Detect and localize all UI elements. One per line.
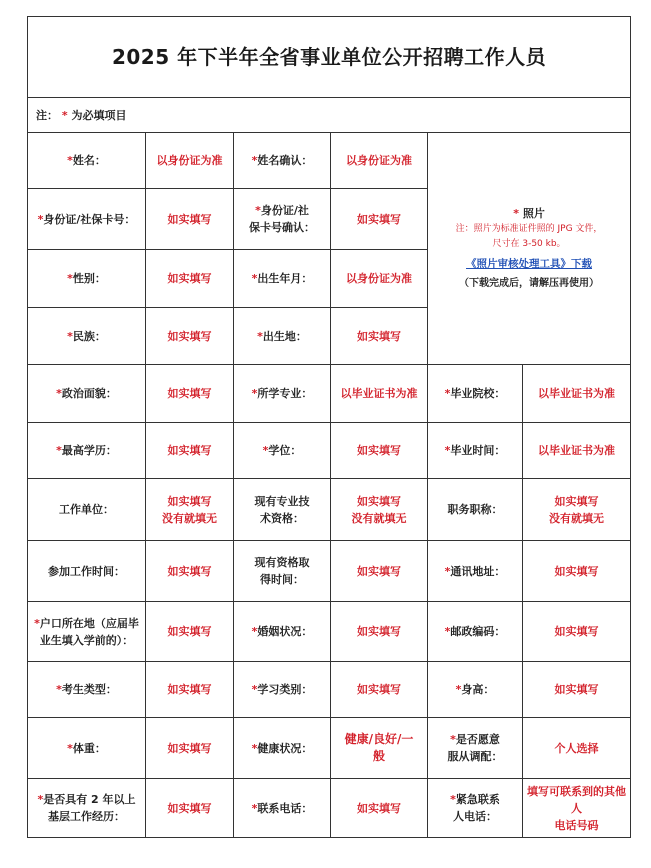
field-graduation-time[interactable]: 以毕业证书为准 <box>523 423 631 479</box>
star-mark: * <box>56 387 62 400</box>
label-qualification-time <box>234 541 331 602</box>
label-ethnicity <box>28 308 146 365</box>
label-text: 邮政编码： <box>450 625 506 638</box>
label-text: 毕业时间： <box>450 444 506 457</box>
label-degree <box>234 423 331 479</box>
label-text: 通讯地址： <box>450 564 506 578</box>
field-emergency-phone[interactable] <box>523 779 631 838</box>
label-text: 现有专业技 <box>254 494 310 508</box>
form-table <box>27 16 631 838</box>
label-political-status <box>28 365 146 423</box>
field-birthplace[interactable]: 如实填写 <box>331 308 428 365</box>
hint-line: 如实填写 <box>554 494 599 508</box>
field-employer[interactable] <box>146 479 234 541</box>
label-qualification <box>234 479 331 541</box>
hint-line: 没有就填无 <box>351 511 407 525</box>
label-text: 身高： <box>461 683 495 696</box>
star-mark: * <box>56 444 62 457</box>
label-candidate-type <box>28 662 146 718</box>
hint-line: 没有就填无 <box>162 511 217 525</box>
label-height <box>428 662 523 718</box>
label-name-confirm <box>234 133 331 189</box>
label-emergency-phone <box>428 779 523 838</box>
field-birth[interactable]: 以身份证为准 <box>331 250 428 308</box>
label-text: 人电话： <box>453 810 497 823</box>
star-mark: * <box>67 154 73 167</box>
label-health <box>234 718 331 779</box>
field-major[interactable]: 以毕业证书为准 <box>331 365 428 423</box>
label-text: 业生填入学前的）： <box>39 633 134 647</box>
field-health[interactable] <box>331 718 428 779</box>
label-text: 婚姻状况： <box>257 625 313 638</box>
star-mark: * <box>513 207 519 220</box>
label-weight <box>28 718 146 779</box>
field-grassroots-experience[interactable]: 如实填写 <box>146 779 234 838</box>
star-mark: * <box>444 625 451 638</box>
label-grassroots-experience <box>28 779 146 838</box>
field-accept-reassignment[interactable]: 个人选择 <box>523 718 631 779</box>
label-hukou <box>28 602 146 662</box>
note-prefix: 注： <box>36 108 58 122</box>
field-qualification-time[interactable]: 如实填写 <box>331 541 428 602</box>
star-mark: * <box>251 272 258 285</box>
field-name[interactable]: 以身份证为准 <box>146 133 234 189</box>
star-mark: * <box>67 329 73 343</box>
label-text: 身份证/社保卡号： <box>43 212 136 226</box>
label-study-type <box>234 662 331 718</box>
label-address <box>428 541 523 602</box>
label-text: 学位： <box>268 444 302 457</box>
required-star: * <box>61 108 68 122</box>
field-id-number[interactable]: 如实填写 <box>146 189 234 250</box>
label-school <box>428 365 523 423</box>
field-education[interactable]: 如实填写 <box>146 423 234 479</box>
label-text: 性别： <box>72 272 106 285</box>
label-text: 学习类别： <box>257 683 313 696</box>
field-address[interactable]: 如实填写 <box>523 541 631 602</box>
label-text: 保卡号确认： <box>249 221 315 234</box>
star-mark: * <box>251 683 258 696</box>
hint-line: 填写可联系到的其他人 <box>527 784 627 815</box>
label-text: 所学专业： <box>257 387 313 400</box>
field-qualification[interactable] <box>331 479 428 541</box>
registration-form <box>27 16 630 834</box>
label-phone <box>234 779 331 838</box>
field-study-type[interactable]: 如实填写 <box>331 662 428 718</box>
field-postcode[interactable]: 如实填写 <box>523 602 631 662</box>
star-mark: * <box>444 444 451 457</box>
label-gender <box>28 250 146 308</box>
photo-tool-tip: （下载完成后，请解压再使用） <box>459 278 600 289</box>
label-text: 政治面貌： <box>61 387 117 400</box>
star-mark: * <box>251 154 258 167</box>
hint-line: 如实填写 <box>357 494 401 508</box>
form-title: 2025 年下半年全省事业单位公开招聘工作人员 <box>28 17 631 98</box>
label-text: 毕业院校： <box>450 387 506 400</box>
field-gender[interactable]: 如实填写 <box>146 250 234 308</box>
hint-line: 电话号码 <box>554 818 599 832</box>
label-text: 是否具有 2 年以上 <box>43 793 136 806</box>
label-text: 身份证/社 <box>260 204 309 217</box>
label-employer: 工作单位： <box>28 479 146 541</box>
star-mark: * <box>251 801 258 815</box>
hint-line: 健康/良好/一 <box>344 732 414 746</box>
label-postcode <box>428 602 523 662</box>
label-text: 联系电话： <box>257 801 313 815</box>
label-text: 姓名： <box>72 154 106 167</box>
required-note <box>28 98 631 133</box>
field-degree[interactable]: 如实填写 <box>331 423 428 479</box>
star-mark: * <box>255 204 261 217</box>
photo-note-line2: 尺寸在 3-50 kb。 <box>492 239 566 249</box>
star-mark: * <box>67 272 73 285</box>
star-mark: * <box>257 329 263 343</box>
photo-upload[interactable] <box>428 133 631 365</box>
hint-line: 如实填写 <box>167 494 212 508</box>
label-text: 术资格： <box>260 511 304 525</box>
label-text: 出生地： <box>262 329 307 343</box>
label-text: 民族： <box>72 329 106 343</box>
hint-line: 没有就填无 <box>549 511 605 525</box>
label-text: 健康状况： <box>257 741 313 755</box>
field-id-confirm[interactable]: 如实填写 <box>331 189 428 250</box>
field-marital[interactable]: 如实填写 <box>331 602 428 662</box>
field-candidate-type[interactable]: 如实填写 <box>146 662 234 718</box>
field-work-start[interactable]: 如实填写 <box>146 541 234 602</box>
star-mark: * <box>450 793 456 806</box>
label-text: 出生年月： <box>257 272 313 285</box>
label-major <box>234 365 331 423</box>
label-text: 是否愿意 <box>455 733 500 746</box>
star-mark: * <box>455 683 462 696</box>
star-mark: * <box>37 793 44 806</box>
field-height[interactable]: 如实填写 <box>523 662 631 718</box>
star-mark: * <box>450 733 456 746</box>
label-id-confirm <box>234 189 331 250</box>
star-mark: * <box>37 212 44 226</box>
field-ethnicity[interactable]: 如实填写 <box>146 308 234 365</box>
label-id-number <box>28 189 146 250</box>
star-mark: * <box>67 741 73 755</box>
label-graduation-time <box>428 423 523 479</box>
field-name-confirm[interactable]: 以身份证为准 <box>331 133 428 189</box>
label-birth <box>234 250 331 308</box>
star-mark: * <box>56 683 62 696</box>
label-text: 体重： <box>72 741 106 755</box>
label-text: 姓名确认： <box>257 154 313 167</box>
label-education <box>28 423 146 479</box>
field-political-status[interactable]: 如实填写 <box>146 365 234 423</box>
star-mark: * <box>251 387 258 400</box>
field-weight[interactable]: 如实填写 <box>146 718 234 779</box>
photo-label-text: 照片 <box>522 207 545 220</box>
label-text: 基层工作经历： <box>48 810 125 823</box>
label-text: 最高学历： <box>61 444 117 457</box>
note-text: 为必填项目 <box>71 108 127 122</box>
field-hukou[interactable]: 如实填写 <box>146 602 234 662</box>
label-accept-reassignment <box>428 718 523 779</box>
field-title[interactable] <box>523 479 631 541</box>
label-name <box>28 133 146 189</box>
label-text: 考生类型： <box>61 683 117 696</box>
label-text: 户口所在地（应届毕 <box>39 616 139 630</box>
field-phone[interactable]: 如实填写 <box>331 779 428 838</box>
label-title: 职务职称： <box>428 479 523 541</box>
label-text: 服从调配： <box>447 750 503 763</box>
label-birthplace <box>234 308 331 365</box>
label-work-start: 参加工作时间： <box>28 541 146 602</box>
star-mark: * <box>444 387 451 400</box>
label-marital <box>234 602 331 662</box>
star-mark: * <box>251 625 258 638</box>
label-text: 得时间： <box>260 573 304 586</box>
star-mark: * <box>262 444 269 457</box>
hint-line: 般 <box>372 749 385 763</box>
label-text: 现有资格取 <box>254 556 310 569</box>
field-school[interactable]: 以毕业证书为准 <box>523 365 631 423</box>
photo-tool-download-link[interactable]: 《照片审核处理工具》下载 <box>466 258 593 270</box>
photo-label <box>431 205 627 222</box>
star-mark: * <box>34 616 40 630</box>
photo-note-line1: 注：照片为标准证件照的 JPG 文件， <box>455 224 603 234</box>
label-text: 紧急联系 <box>455 793 500 806</box>
star-mark: * <box>251 741 258 755</box>
star-mark: * <box>444 564 451 578</box>
